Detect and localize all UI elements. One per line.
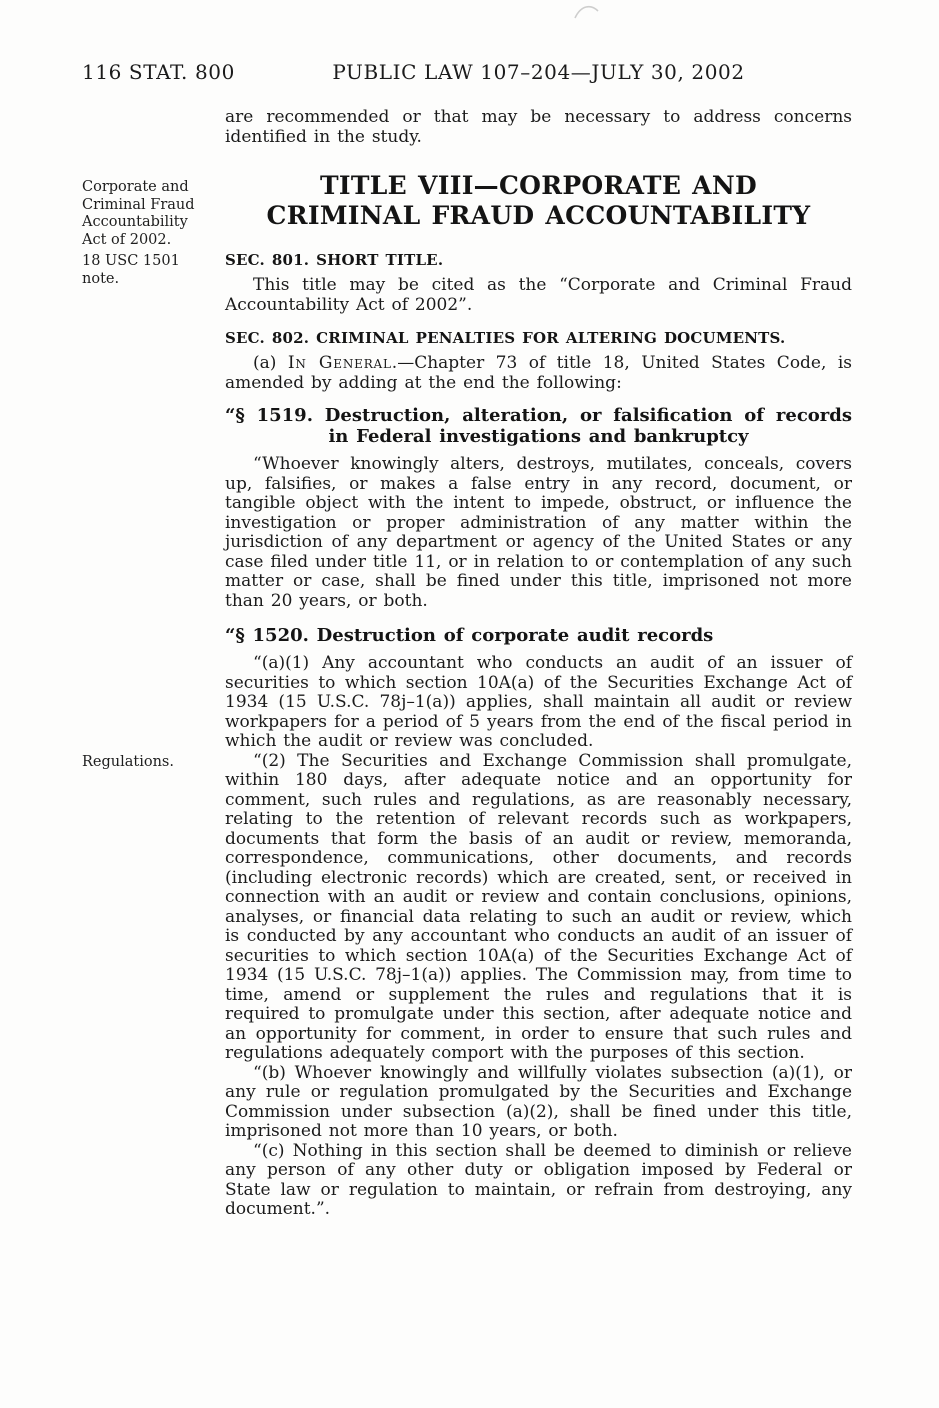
- usc-1520-para-c: “(c) Nothing in this section shall be deemed to diminish or relieve any person of any other duty or obligation imposed by Federal or State law or regulation to maintain, or refrain from destroying, any document.”.: [225, 1140, 852, 1219]
- margin-note-usc-citation: 18 USC 1501 note.: [82, 253, 180, 287]
- continued-paragraph: are recommended or that may be necessary to address concerns identified in the study.: [225, 107, 852, 147]
- sec-801-body: This title may be cited as the “Corporate and Criminal Fraud Accountability Act of 2002”.: [225, 275, 852, 315]
- body-column: [225, 108, 852, 1220]
- para-a-rest: .—Chapter 73 of title 18, United States Code, is amended by adding at the end the following:: [225, 353, 853, 393]
- usc-1520-para-a1: “(a)(1) Any accountant who conducts an audit of an issuer of securities to which section 10A(a) of the Securities Exchange Act of 1934 (15 U.S.C. 78j–1(a)) applies, shall maintain all audit or review workpapers for a period of 5 years from the end of the fiscal period in which the audit or review was concluded.: [225, 653, 852, 751]
- usc-1520-para-b: “(b) Whoever knowingly and willfully violates subsection (a)(1), or any rule or regulation promulgated by the Securities and Exchange Commission under subsection (a)(2), shall be fined under this title, imprisoned not more than 10 years, or both.: [225, 1062, 852, 1141]
- usc-1520-heading: “§ 1520. Destruction of corporate audit records: [225, 625, 714, 646]
- margin-note-regulations: Regulations.: [82, 754, 174, 770]
- scan-artifact-mark: [572, 2, 602, 22]
- statute-page-number: 116 STAT. 800: [82, 60, 235, 84]
- margin-note-act-name: Corporate and Criminal Fraud Accountability Act of 2002.: [82, 179, 195, 248]
- sec-802-para-a: [225, 354, 852, 393]
- title-viii-heading-line2: CRIMINAL FRAUD ACCOUNTABILITY: [266, 201, 811, 230]
- title-viii-heading: [225, 171, 852, 231]
- para-a-prefix: (a): [253, 353, 288, 373]
- sec-801-heading: SEC. 801. SHORT TITLE.: [225, 251, 444, 269]
- usc-1519-heading-line1: “§ 1519. Destruction, alteration, or falsification of records: [225, 405, 852, 426]
- title-viii-heading-line1: TITLE VIII—CORPORATE AND: [319, 171, 758, 200]
- para-a-smallcaps: In General: [287, 353, 392, 373]
- usc-1520-para-a2: “(2) The Securities and Exchange Commission shall promulgate, within 180 days, after adequate notice and an opportunity for comment, such rules and regulations, as are reasonably necessary, relating to the retention of relevant records such as workpapers, documents that form the basis of an audit or review, memoranda, correspondence, communications, other documents, and records (including electronic records) which are created, sent, or received in connection with an audit or review and contain conclusions, opinions, analyses, or financial data relating to such an audit or review, which is conducted by any accountant who conducts an audit of an issuer of securities to which section 10A(a) of the Securities Exchange Act of 1934 (15 U.S.C. 78j–1(a)) applies. The Commission may, from time to time, amend or supplement the rules and regulations that it is required to promulgate under this section, after adequate notice and an opportunity for comment, in order to ensure that such rules and regulations adequately comport with the purposes of this section.: [225, 750, 852, 1063]
- sec-802-heading: SEC. 802. CRIMINAL PENALTIES FOR ALTERING DOCUMENTS.: [225, 329, 786, 347]
- law-running-head: PUBLIC LAW 107–204—JULY 30, 2002: [332, 60, 745, 84]
- usc-1519-heading: [225, 405, 852, 447]
- usc-1519-heading-line2: in Federal investigations and bankruptcy: [328, 426, 749, 447]
- usc-1519-body: “Whoever knowingly alters, destroys, mutilates, conceals, covers up, falsifies, or makes a false entry in any record, document, or tangible object with the intent to impede, obstruct, or influence the investigation or proper administration of any matter within the jurisdiction of any department or agency of the United States or any case filed under title 11, or in relation to or contemplation of any such matter or case, shall be fined under this title, imprisoned not more than 20 years, or both.: [225, 454, 852, 611]
